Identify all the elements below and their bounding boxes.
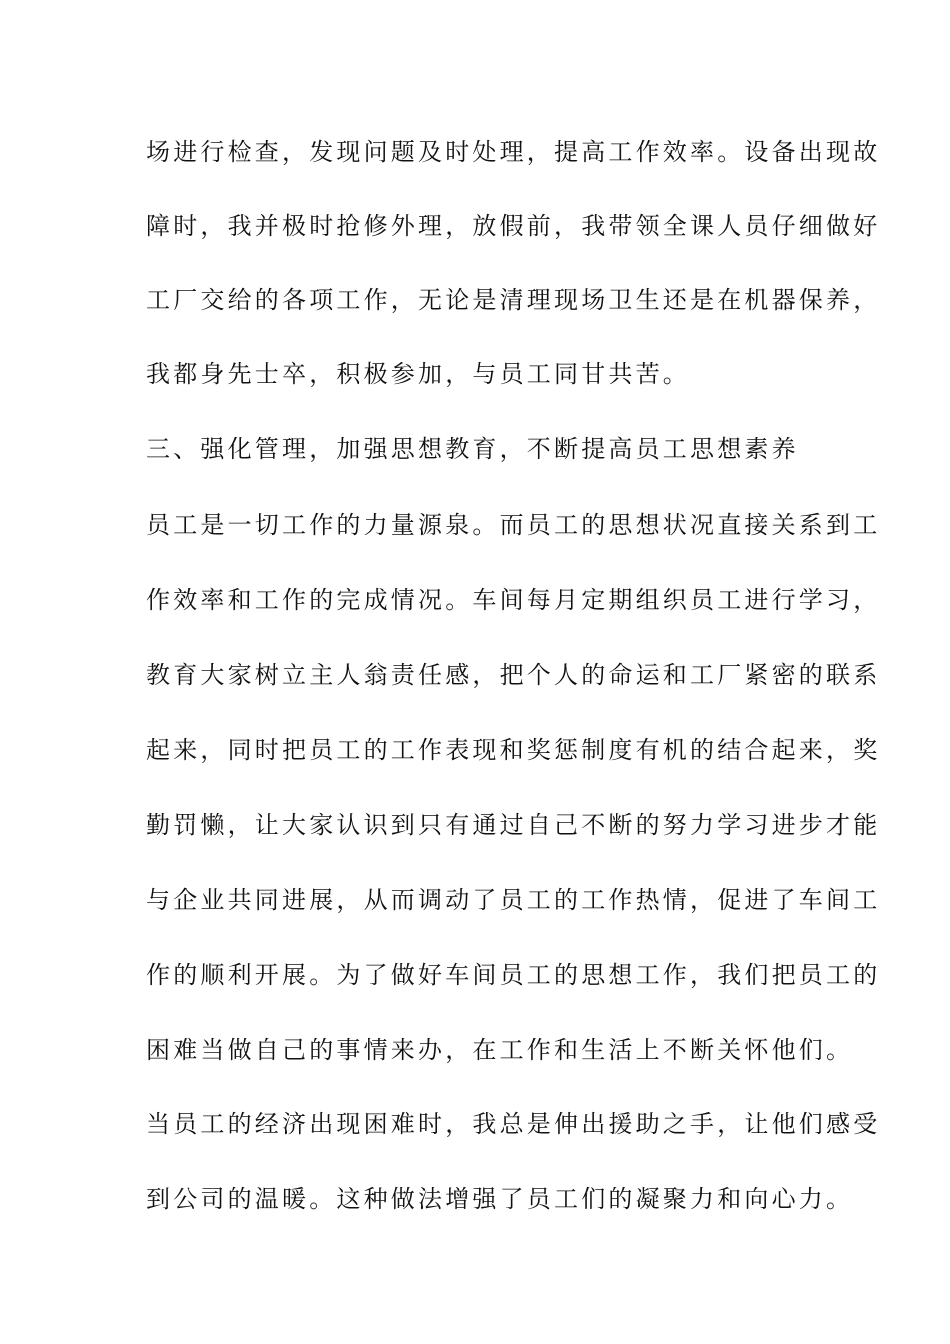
- body-text-line-4: 我都身先士卒，积极参加，与员工同甘共苦。: [146, 360, 690, 388]
- body-text-line-8: 起来，同时把员工的工作表现和奖惩制度有机的结合起来，奖: [146, 736, 881, 764]
- body-text-line-3: 工厂交给的各项工作，无论是清理现场卫生还是在机器保养，: [146, 286, 881, 314]
- body-text-line-9: 勤罚懒，让大家认识到只有通过自己不断的努力学习进步才能: [146, 811, 881, 839]
- body-text-line-6: 作效率和工作的完成情况。车间每月定期组织员工进行学习，: [146, 586, 881, 614]
- body-text-line-5: 员工是一切工作的力量源泉。而员工的思想状况直接关系到工: [146, 511, 881, 539]
- section-heading: 三、强化管理，加强思想教育，不断提高员工思想素养: [146, 435, 799, 463]
- body-text-line-2: 障时，我并极时抢修外理，放假前，我带领全课人员仔细做好: [146, 212, 881, 240]
- body-text-line-12: 困难当做自己的事情来办，在工作和生活上不断关怀他们。: [146, 1036, 854, 1064]
- body-text-line-11: 作的顺利开展。为了做好车间员工的思想工作，我们把员工的: [146, 961, 881, 989]
- body-text-line-13: 当员工的经济出现困难时，我总是伸出援助之手，让他们感受: [146, 1110, 881, 1138]
- body-text-line-7: 教育大家树立主人翁责任感，把个人的命运和工厂紧密的联系: [146, 661, 881, 689]
- body-text-line-10: 与企业共同进展，从而调动了员工的工作热情，促进了车间工: [146, 886, 881, 914]
- body-text-line-14: 到公司的温暖。这种做法增强了员工们的凝聚力和向心力。: [146, 1185, 854, 1213]
- body-text-line-1: 场进行检查，发现问题及时处理，提高工作效率。设备出现故: [146, 138, 881, 166]
